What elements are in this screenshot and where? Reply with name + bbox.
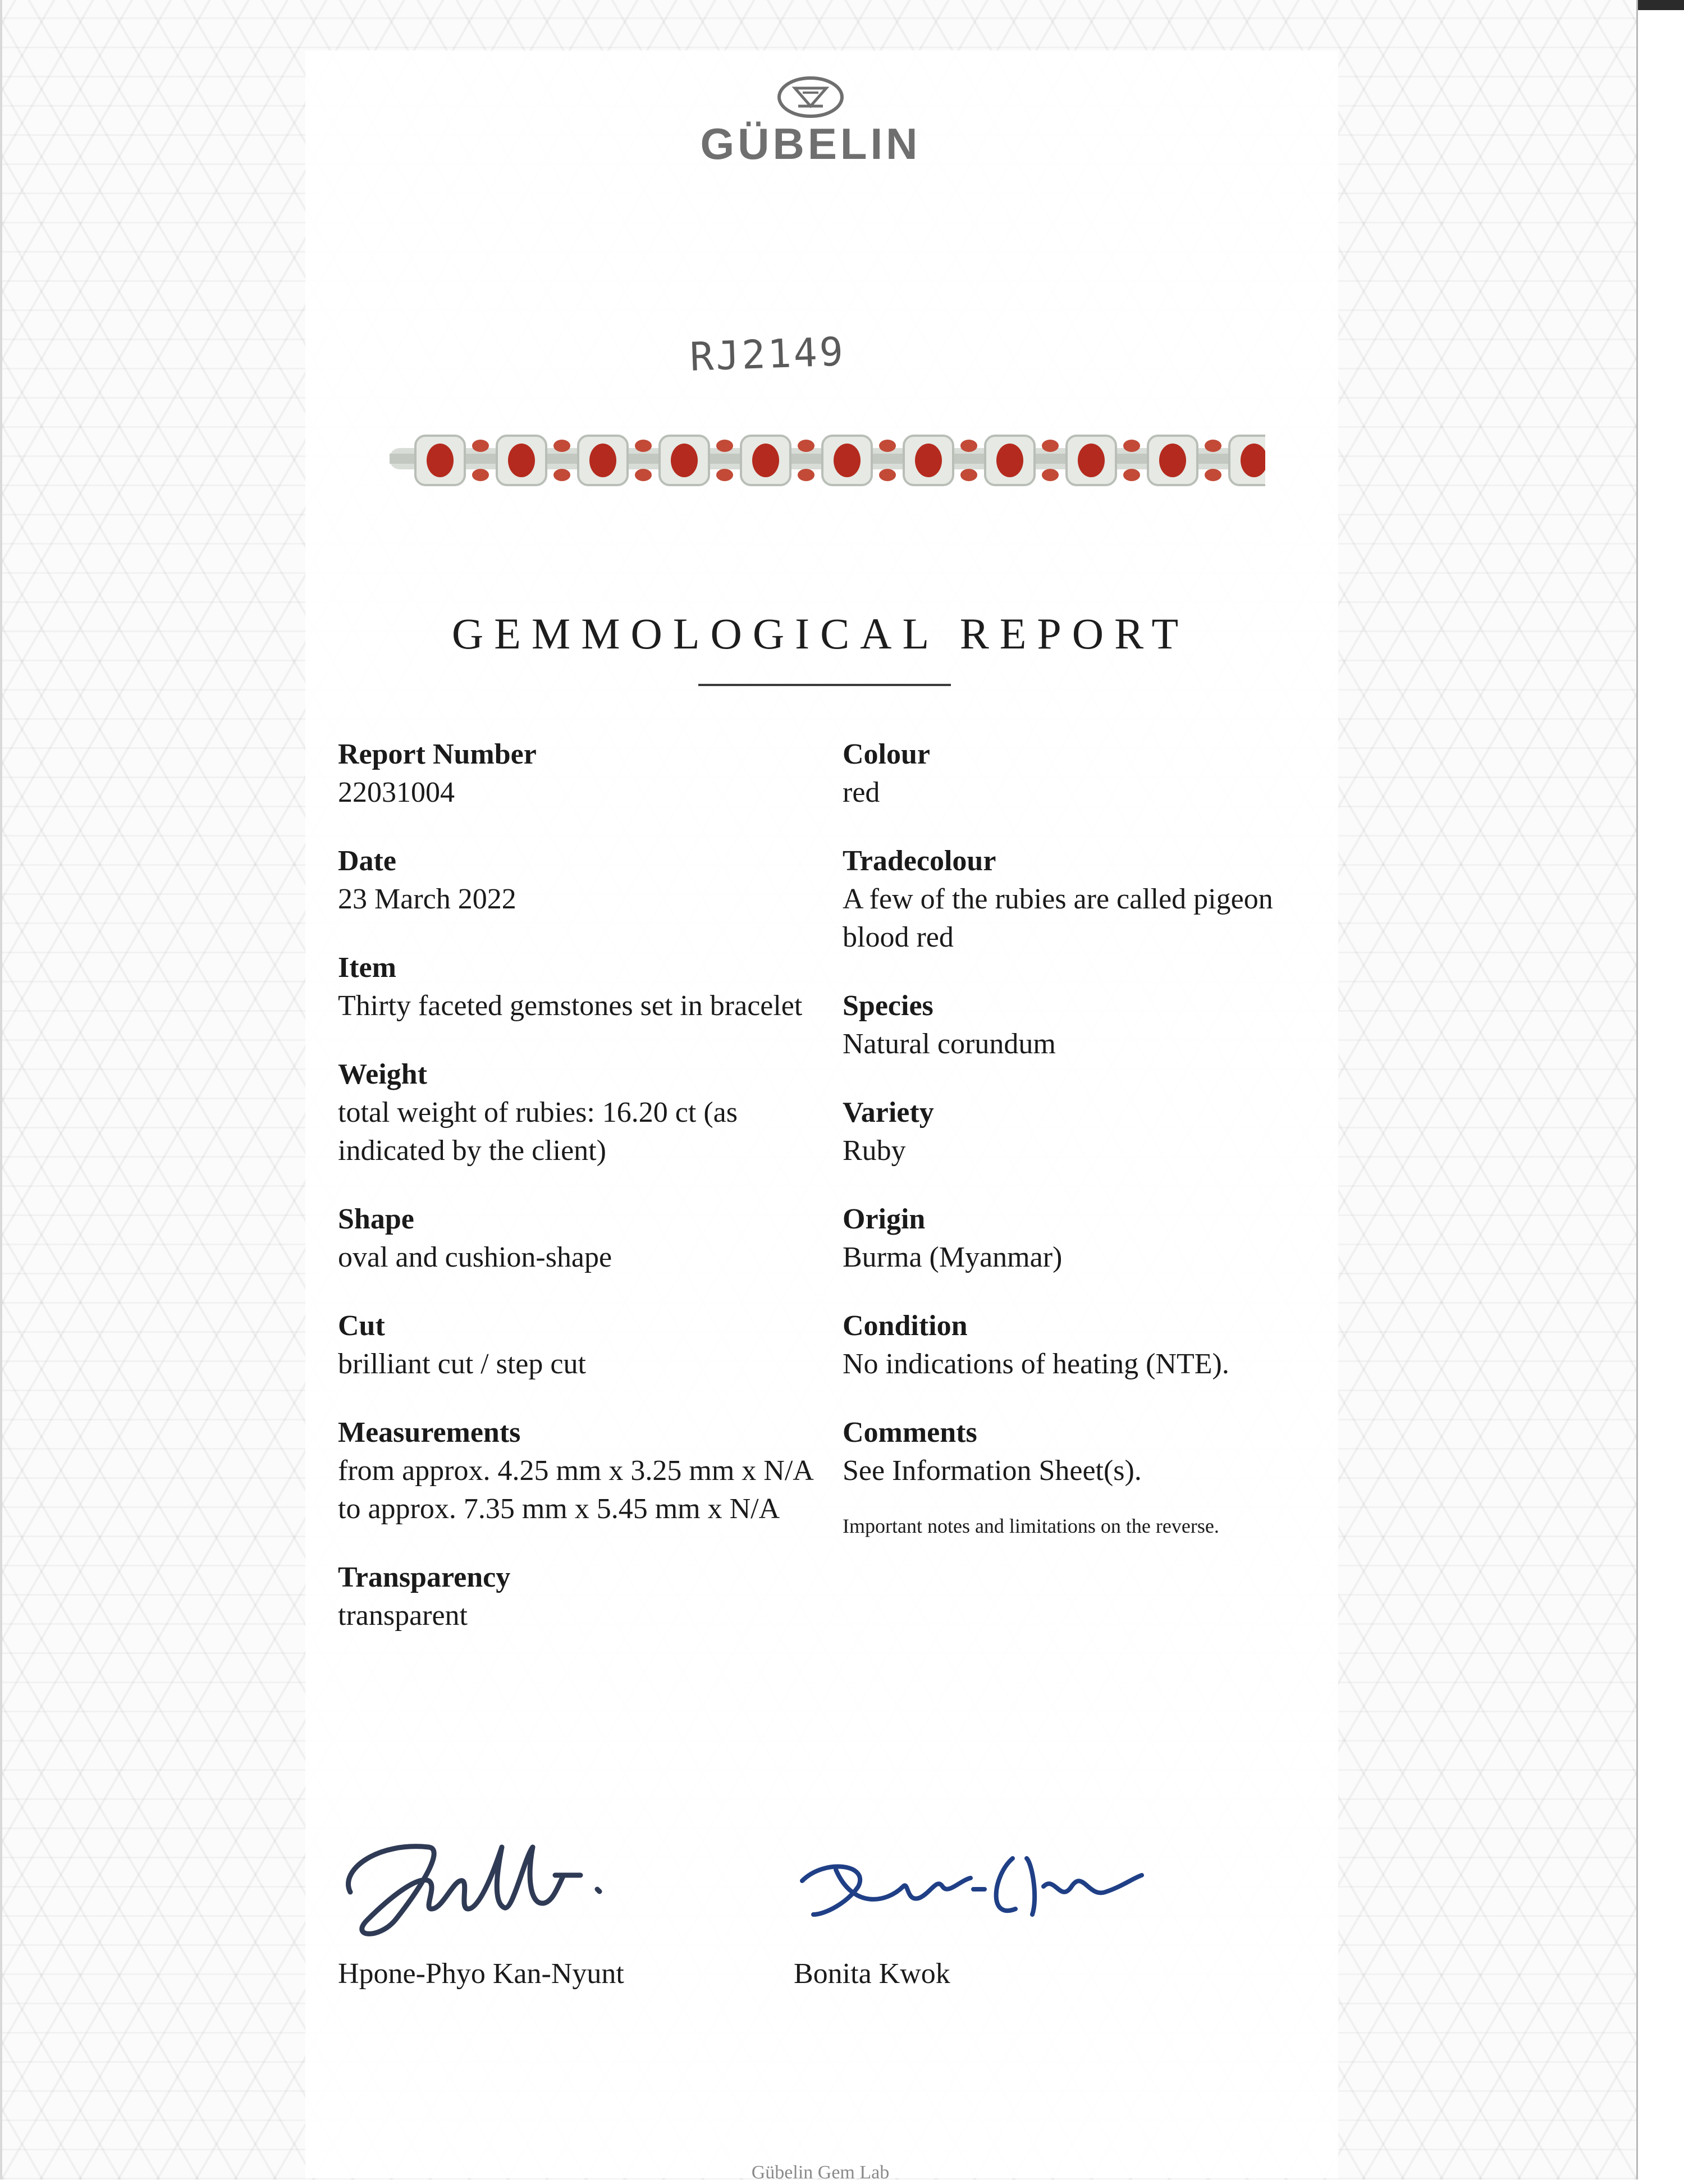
ruby-stone-small bbox=[472, 469, 489, 481]
signatory-name-right: Bonita Kwok bbox=[794, 1958, 950, 1990]
brand-wordmark: GÜBELIN bbox=[700, 119, 921, 168]
field-tradecolour bbox=[843, 842, 1337, 957]
field-value: Ruby bbox=[843, 1135, 906, 1167]
field-value: See Information Sheet(s). bbox=[843, 1455, 1142, 1487]
handwritten-reference: RJ2149 bbox=[689, 328, 846, 380]
field-value: No indications of heating (NTE). bbox=[843, 1348, 1229, 1380]
ruby-stone-small bbox=[879, 440, 896, 452]
field-value: total weight of rubies: 16.20 ct (as indicated by the client) bbox=[338, 1096, 738, 1167]
ruby-stone bbox=[427, 444, 454, 477]
field-date bbox=[338, 842, 832, 919]
field-measurements bbox=[338, 1414, 832, 1528]
field-value: red bbox=[843, 776, 880, 808]
field-colour bbox=[843, 735, 1337, 812]
ruby-stone bbox=[589, 444, 616, 477]
signature-right bbox=[791, 1825, 1150, 1948]
field-transparency bbox=[338, 1559, 832, 1635]
field-label: Measurements bbox=[338, 1417, 521, 1449]
field-value: transparent bbox=[338, 1600, 468, 1632]
ruby-stone-small bbox=[1123, 469, 1140, 481]
field-value: Thirty faceted gemstones set in bracelet bbox=[338, 990, 803, 1022]
bracelet-photo bbox=[390, 421, 1265, 500]
ruby-stone bbox=[1159, 444, 1186, 477]
ruby-stone bbox=[915, 444, 942, 477]
details-left-column bbox=[338, 735, 832, 1665]
field-report-number bbox=[338, 735, 832, 812]
scanner-edge bbox=[1636, 0, 1684, 2180]
ruby-stone-small bbox=[1042, 469, 1059, 481]
field-label: Origin bbox=[843, 1203, 926, 1235]
field-label: Tradecolour bbox=[843, 845, 996, 877]
ruby-stone-small bbox=[960, 469, 977, 481]
field-value: 22031004 bbox=[338, 776, 455, 808]
reverse-notes: Important notes and limitations on the reverse. bbox=[843, 1515, 1219, 1537]
field-variety bbox=[843, 1094, 1337, 1170]
field-value: Burma (Myanmar) bbox=[843, 1241, 1063, 1273]
field-label: Shape bbox=[338, 1203, 414, 1235]
details-right-column bbox=[843, 735, 1337, 1539]
ruby-stone-small bbox=[635, 440, 652, 452]
ruby-stone-small bbox=[716, 440, 733, 452]
field-label: Date bbox=[338, 845, 396, 877]
field-condition bbox=[843, 1307, 1337, 1383]
field-comments bbox=[843, 1414, 1337, 1490]
lab-footer: Gübelin Gem Lab bbox=[751, 2162, 890, 2183]
ruby-stone-small bbox=[553, 440, 570, 452]
field-label: Item bbox=[338, 952, 396, 984]
field-label: Weight bbox=[338, 1058, 427, 1090]
field-weight bbox=[338, 1056, 832, 1170]
ruby-stone-small bbox=[635, 469, 652, 481]
field-value: oval and cushion-shape bbox=[338, 1241, 612, 1273]
field-value: brilliant cut / step cut bbox=[338, 1348, 586, 1380]
field-item bbox=[338, 949, 832, 1025]
gubelin-emblem-icon bbox=[777, 76, 844, 118]
brand-logo bbox=[670, 76, 951, 171]
field-label: Condition bbox=[843, 1310, 968, 1342]
field-origin bbox=[843, 1200, 1337, 1277]
ruby-stone-small bbox=[1205, 440, 1221, 452]
signatory-name-left: Hpone-Phyo Kan-Nyunt bbox=[338, 1958, 624, 1990]
field-label: Transparency bbox=[338, 1561, 511, 1593]
ruby-stone-small bbox=[1205, 469, 1221, 481]
field-label: Colour bbox=[843, 738, 930, 770]
scanner-mark bbox=[1638, 0, 1684, 10]
ruby-stone-small bbox=[472, 440, 489, 452]
ruby-stone bbox=[671, 444, 698, 477]
field-label: Report Number bbox=[338, 738, 537, 770]
ruby-stone-small bbox=[798, 440, 814, 452]
field-value: 23 March 2022 bbox=[338, 883, 516, 915]
signature-left bbox=[333, 1825, 625, 1948]
ruby-stone-small bbox=[960, 440, 977, 452]
field-species bbox=[843, 987, 1337, 1063]
field-value: A few of the rubies are called pigeon blood red bbox=[843, 883, 1273, 953]
ruby-stone bbox=[752, 444, 779, 477]
field-label: Variety bbox=[843, 1096, 934, 1128]
ruby-stone-small bbox=[879, 469, 896, 481]
field-label: Comments bbox=[843, 1417, 977, 1449]
ruby-stone-small bbox=[1042, 440, 1059, 452]
field-shape bbox=[338, 1200, 832, 1277]
ruby-stone bbox=[996, 444, 1023, 477]
field-value: from approx. 4.25 mm x 3.25 mm x N/A to approx. 7.35 mm x 5.45 mm x N/A bbox=[338, 1455, 812, 1525]
ruby-stone-small bbox=[553, 469, 570, 481]
ruby-stone-small bbox=[798, 469, 814, 481]
ruby-stone-small bbox=[716, 469, 733, 481]
field-value: Natural corundum bbox=[843, 1028, 1056, 1060]
field-label: Cut bbox=[338, 1310, 385, 1342]
ruby-stone bbox=[508, 444, 535, 477]
title-underline bbox=[698, 684, 951, 686]
ruby-stone bbox=[1078, 444, 1105, 477]
ruby-stone-small bbox=[1123, 440, 1140, 452]
field-cut bbox=[338, 1307, 832, 1383]
report-title: GEMMOLOGICAL REPORT bbox=[451, 609, 1189, 658]
ruby-stone bbox=[834, 444, 861, 477]
field-label: Species bbox=[843, 990, 933, 1022]
